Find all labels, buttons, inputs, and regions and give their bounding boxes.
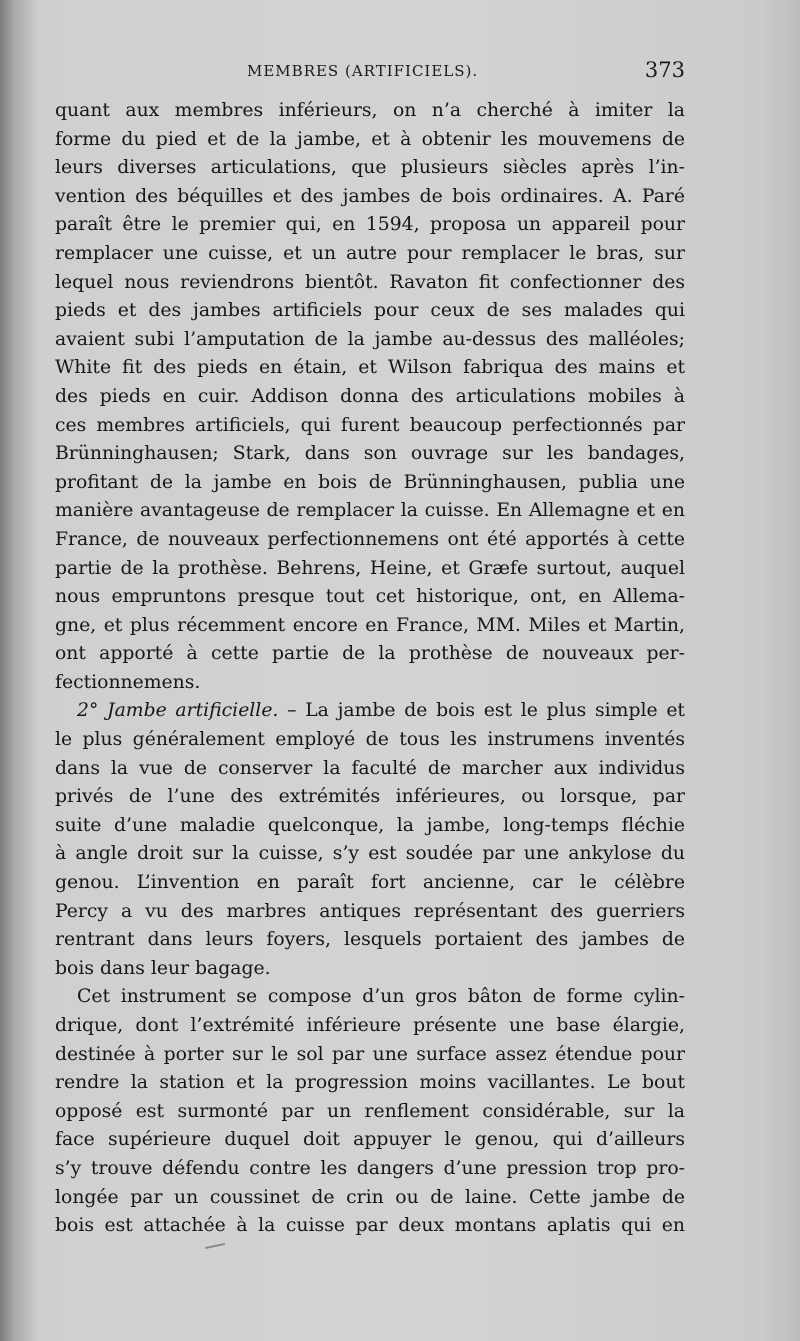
text-line: bois dans leur bagage. <box>55 957 271 979</box>
text-line: ces membres artificiels, qui furent beaucoup perfectionnés par <box>55 414 685 436</box>
text-line: s’y trouve défendu contre les dangers d’une pression trop pro- <box>55 1157 685 1179</box>
text-line: avaient subi l’amputation de la jambe au-dessus des malléoles; <box>55 328 685 350</box>
text-line: genou. L’invention en paraît fort ancienne, car le célèbre <box>55 872 685 894</box>
text-line: gne, et plus récemment encore en France, MM. Miles et Martin, <box>55 614 685 636</box>
text-line: forme du pied et de la jambe, et à obtenir les mouvemens de <box>55 128 685 150</box>
text-line: remplacer une cuisse, et un autre pour remplacer le bras, sur <box>55 242 685 264</box>
text-line: fectionnemens. <box>55 671 201 693</box>
text-line: dans la vue de conserver la faculté de marcher aux individus <box>55 757 685 779</box>
text-line: bois est attachée à la cuisse par deux montans aplatis qui en <box>55 1215 685 1237</box>
text-line: face supérieure duquel doit appuyer le genou, qui d’ailleurs <box>55 1129 685 1151</box>
text-line: Cet instrument se compose d’un gros bâton de forme cylin- <box>77 986 685 1008</box>
text-line: opposé est surmonté par un renflement considérable, sur la <box>55 1100 685 1122</box>
text-line: pieds et des jambes artificiels pour ceux de ses malades qui <box>55 300 685 322</box>
section-heading-rest: La jambe de bois est le plus simple et <box>305 700 685 722</box>
text-line: manière avantageuse de remplacer la cuisse. En Allemagne et en <box>55 500 685 522</box>
text-line: partie de la prothèse. Behrens, Heine, et Græfe surtout, auquel <box>55 557 685 579</box>
text-line: Percy a vu des marbres antiques représentant des guerriers <box>55 900 685 922</box>
text-line: drique, dont l’extrémité inférieure présente une base élargie, <box>55 1015 685 1036</box>
text-line: paraît être le premier qui, en 1594, proposa un appareil pour <box>55 214 685 236</box>
text-line: nous empruntons presque tout cet historique, ont, en Allema- <box>55 586 685 608</box>
text-line: lequel nous reviendrons bientôt. Ravaton fit confectionner des <box>55 271 685 293</box>
text-line: des pieds en cuir. Addison donna des articulations mobiles à <box>55 385 685 407</box>
text-line: suite d’une maladie quelconque, la jambe, long-temps fléchie <box>55 814 685 836</box>
text-line: quant aux membres inférieurs, on n’a cherché à imiter la <box>55 100 685 121</box>
running-title: MEMBRES (ARTIFICIELS). <box>247 62 479 80</box>
text-line: profitant de la jambe en bois de Brünninghausen, publia une <box>55 471 685 493</box>
section-heading-line <box>55 697 685 726</box>
page-number: 373 <box>644 58 685 82</box>
text-line: ont apporté à cette partie de la prothèse de nouveaux per- <box>55 643 685 665</box>
text-line: vention des béquilles et des jambes de bois ordinaires. A. Paré <box>55 185 685 207</box>
text-line: Brünninghausen; Stark, dans son ouvrage sur les bandages, <box>55 443 685 465</box>
text-line: rentrant dans leurs foyers, lesquels portaient des jambes de <box>55 929 685 951</box>
body-text <box>55 97 685 1241</box>
section-heading: 2° Jambe artificielle. – <box>77 700 297 722</box>
text-line: France, de nouveaux perfectionnemens ont été apportés à cette <box>55 528 685 550</box>
text-line: White fit des pieds en étain, et Wilson fabriqua des mains et <box>55 357 685 379</box>
text-line: privés de l’une des extrémités inférieures, ou lorsque, par <box>55 786 685 808</box>
running-head <box>55 58 685 88</box>
text-line: leurs diverses articulations, que plusieurs siècles après l’in- <box>55 157 685 179</box>
text-line: rendre la station et la progression moins vacillantes. Le bout <box>55 1072 685 1094</box>
ink-smudge <box>205 1243 225 1249</box>
text-line: à angle droit sur la cuisse, s’y est soudée par une ankylose du <box>55 843 685 865</box>
text-line: le plus généralement employé de tous les instrumens inventés <box>55 729 685 751</box>
text-line: longée par un coussinet de crin ou de laine. Cette jambe de <box>55 1186 685 1208</box>
text-line: destinée à porter sur le sol par une surface assez étendue pour <box>55 1043 685 1065</box>
